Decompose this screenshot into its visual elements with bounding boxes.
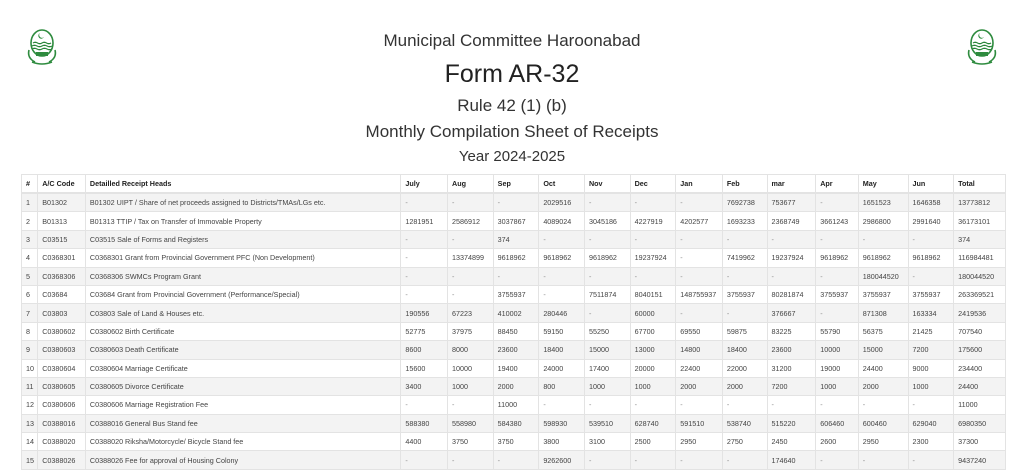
total-cell: 175600 xyxy=(954,341,1006,359)
row-number: 15 xyxy=(22,451,38,469)
month-cell: 22400 xyxy=(676,359,723,377)
month-cell: 591510 xyxy=(676,414,723,432)
column-header: Feb xyxy=(722,175,767,194)
month-cell: - xyxy=(676,249,723,267)
month-cell: - xyxy=(676,304,723,322)
month-cell: 584380 xyxy=(493,414,539,432)
form-number: Form AR-32 xyxy=(444,60,580,88)
month-cell: 629040 xyxy=(908,414,954,432)
month-cell: - xyxy=(722,230,767,248)
column-header: mar xyxy=(767,175,816,194)
month-cell: 2000 xyxy=(722,377,767,395)
month-cell: - xyxy=(630,396,676,414)
month-cell: 1646358 xyxy=(908,193,954,212)
month-cell: 4227919 xyxy=(630,212,676,230)
month-cell: 376667 xyxy=(767,304,816,322)
month-cell: 1000 xyxy=(584,377,630,395)
month-cell: 2750 xyxy=(722,433,767,451)
month-cell: 59150 xyxy=(539,322,585,340)
month-cell: - xyxy=(401,267,448,285)
month-cell: 56375 xyxy=(858,322,908,340)
month-cell: - xyxy=(722,304,767,322)
month-cell: - xyxy=(539,267,585,285)
account-code: C0368306 xyxy=(38,267,86,285)
month-cell: 174640 xyxy=(767,451,816,469)
month-cell: 2600 xyxy=(816,433,859,451)
month-cell: 3750 xyxy=(448,433,494,451)
month-cell: - xyxy=(493,451,539,469)
month-cell: 9618962 xyxy=(858,249,908,267)
month-cell: - xyxy=(584,267,630,285)
month-cell: 18400 xyxy=(722,341,767,359)
account-code: C0388016 xyxy=(38,414,86,432)
total-cell: 24400 xyxy=(954,377,1006,395)
month-cell: - xyxy=(722,451,767,469)
month-cell: 374 xyxy=(493,230,539,248)
month-cell: 3755937 xyxy=(816,285,859,303)
month-cell: 2450 xyxy=(767,433,816,451)
month-cell: - xyxy=(676,451,723,469)
month-cell: 2586912 xyxy=(448,212,494,230)
month-cell: - xyxy=(908,230,954,248)
column-header: Detailled Receipt Heads xyxy=(85,175,400,194)
month-cell: - xyxy=(858,396,908,414)
receipt-head: B01313 TTIP / Tax on Transfer of Immovable Property xyxy=(85,212,400,230)
month-cell: - xyxy=(539,396,585,414)
month-cell: 600460 xyxy=(858,414,908,432)
month-cell: 606460 xyxy=(816,414,859,432)
month-cell: 8600 xyxy=(401,341,448,359)
month-cell: - xyxy=(816,267,859,285)
month-cell: 588380 xyxy=(401,414,448,432)
month-cell: 2950 xyxy=(858,433,908,451)
month-cell: 14800 xyxy=(676,341,723,359)
month-cell: - xyxy=(630,230,676,248)
column-header: Oct xyxy=(539,175,585,194)
month-cell: - xyxy=(630,267,676,285)
month-cell: 280446 xyxy=(539,304,585,322)
month-cell: - xyxy=(858,451,908,469)
month-cell: - xyxy=(401,451,448,469)
month-cell: 15600 xyxy=(401,359,448,377)
account-code: C0380602 xyxy=(38,322,86,340)
month-cell: 410002 xyxy=(493,304,539,322)
table-row xyxy=(22,322,1006,340)
month-cell: 23600 xyxy=(767,341,816,359)
account-code: C0380604 xyxy=(38,359,86,377)
account-code: B01302 xyxy=(38,193,86,212)
table-row xyxy=(22,433,1006,451)
month-cell: 3755937 xyxy=(722,285,767,303)
month-cell: - xyxy=(816,304,859,322)
month-cell: 13374899 xyxy=(448,249,494,267)
receipt-head: C0380603 Death Certificate xyxy=(85,341,400,359)
rule-reference: Rule 42 (1) (b) xyxy=(457,96,567,115)
month-cell: 8040151 xyxy=(630,285,676,303)
month-cell: 3755937 xyxy=(493,285,539,303)
receipts-table xyxy=(21,174,1006,470)
account-code: C0368301 xyxy=(38,249,86,267)
total-cell: 234400 xyxy=(954,359,1006,377)
month-cell: 67700 xyxy=(630,322,676,340)
month-cell: - xyxy=(401,230,448,248)
month-cell: 1000 xyxy=(816,377,859,395)
month-cell: - xyxy=(493,267,539,285)
month-cell: 10000 xyxy=(816,341,859,359)
row-number: 10 xyxy=(22,359,38,377)
month-cell: 2000 xyxy=(493,377,539,395)
month-cell: 871308 xyxy=(858,304,908,322)
month-cell: 60000 xyxy=(630,304,676,322)
month-cell: 628740 xyxy=(630,414,676,432)
receipt-head: C0368301 Grant from Provincial Government PFC (Non Development) xyxy=(85,249,400,267)
month-cell: 7511874 xyxy=(584,285,630,303)
row-number: 1 xyxy=(22,193,38,212)
table-row xyxy=(22,267,1006,285)
total-cell: 13773812 xyxy=(954,193,1006,212)
month-cell: - xyxy=(767,396,816,414)
month-cell: - xyxy=(448,285,494,303)
month-cell: 558980 xyxy=(448,414,494,432)
month-cell: - xyxy=(858,230,908,248)
month-cell: 9618962 xyxy=(539,249,585,267)
month-cell: - xyxy=(448,267,494,285)
month-cell: 20000 xyxy=(630,359,676,377)
total-cell: 11000 xyxy=(954,396,1006,414)
month-cell: 17400 xyxy=(584,359,630,377)
month-cell: - xyxy=(816,193,859,212)
month-cell: 163334 xyxy=(908,304,954,322)
month-cell: 3750 xyxy=(493,433,539,451)
month-cell: 7419962 xyxy=(722,249,767,267)
total-cell: 180044520 xyxy=(954,267,1006,285)
month-cell: 4202577 xyxy=(676,212,723,230)
month-cell: 3037867 xyxy=(493,212,539,230)
month-cell: 7692738 xyxy=(722,193,767,212)
month-cell: 10000 xyxy=(448,359,494,377)
table-row xyxy=(22,414,1006,432)
table-row xyxy=(22,377,1006,395)
month-cell: 2986800 xyxy=(858,212,908,230)
month-cell: 2368749 xyxy=(767,212,816,230)
month-cell: 7200 xyxy=(908,341,954,359)
receipt-head: C0380605 Divorce Certificate xyxy=(85,377,400,395)
account-code: C0388020 xyxy=(38,433,86,451)
month-cell: 21425 xyxy=(908,322,954,340)
month-cell: - xyxy=(722,267,767,285)
month-cell: 59875 xyxy=(722,322,767,340)
month-cell: - xyxy=(401,396,448,414)
month-cell: 18400 xyxy=(539,341,585,359)
month-cell: 1693233 xyxy=(722,212,767,230)
month-cell: - xyxy=(584,451,630,469)
month-cell: - xyxy=(493,193,539,212)
month-cell: - xyxy=(676,193,723,212)
receipt-head: C03803 Sale of Land & Houses etc. xyxy=(85,304,400,322)
month-cell: - xyxy=(539,230,585,248)
total-cell: 116984481 xyxy=(954,249,1006,267)
month-cell: 15000 xyxy=(584,341,630,359)
row-number: 8 xyxy=(22,322,38,340)
column-header: Total xyxy=(954,175,1006,194)
receipt-head: C0380606 Marriage Registration Fee xyxy=(85,396,400,414)
month-cell: 3045186 xyxy=(584,212,630,230)
month-cell: - xyxy=(722,396,767,414)
row-number: 7 xyxy=(22,304,38,322)
month-cell: 2991640 xyxy=(908,212,954,230)
receipt-head: C03684 Grant from Provincial Government (Performance/Special) xyxy=(85,285,400,303)
month-cell: 9262600 xyxy=(539,451,585,469)
fiscal-year: Year 2024-2025 xyxy=(458,148,566,165)
month-cell: 15000 xyxy=(858,341,908,359)
account-code: C03803 xyxy=(38,304,86,322)
month-cell: 3755937 xyxy=(858,285,908,303)
month-cell: 3661243 xyxy=(816,212,859,230)
receipt-head: B01302 UIPT / Share of net proceeds assigned to Districts/TMAs/LGs etc. xyxy=(85,193,400,212)
month-cell: 19237924 xyxy=(767,249,816,267)
month-cell: 2500 xyxy=(630,433,676,451)
column-header: May xyxy=(858,175,908,194)
row-number: 4 xyxy=(22,249,38,267)
column-header: Dec xyxy=(630,175,676,194)
row-number: 13 xyxy=(22,414,38,432)
table-row xyxy=(22,359,1006,377)
month-cell: - xyxy=(448,230,494,248)
month-cell: 148755937 xyxy=(676,285,723,303)
month-cell: - xyxy=(401,249,448,267)
account-code: C03515 xyxy=(38,230,86,248)
total-cell: 6980350 xyxy=(954,414,1006,432)
month-cell: 24400 xyxy=(858,359,908,377)
month-cell: 3800 xyxy=(539,433,585,451)
receipt-head: C0380604 Marriage Certificate xyxy=(85,359,400,377)
month-cell: 180044520 xyxy=(858,267,908,285)
month-cell: 19400 xyxy=(493,359,539,377)
account-code: C0380605 xyxy=(38,377,86,395)
column-header: Apr xyxy=(816,175,859,194)
month-cell: 31200 xyxy=(767,359,816,377)
report-title: Monthly Compilation Sheet of Receipts xyxy=(365,122,659,141)
month-cell: - xyxy=(816,230,859,248)
month-cell: 13000 xyxy=(630,341,676,359)
month-cell: 3100 xyxy=(584,433,630,451)
month-cell: - xyxy=(401,285,448,303)
row-number: 3 xyxy=(22,230,38,248)
month-cell: 9000 xyxy=(908,359,954,377)
month-cell: 52775 xyxy=(401,322,448,340)
total-cell: 37300 xyxy=(954,433,1006,451)
month-cell: 598930 xyxy=(539,414,585,432)
month-cell: - xyxy=(448,451,494,469)
column-header: A/C Code xyxy=(38,175,86,194)
month-cell: 1651523 xyxy=(858,193,908,212)
month-cell: - xyxy=(448,396,494,414)
month-cell: 3400 xyxy=(401,377,448,395)
organization-name: Municipal Committee Haroonabad xyxy=(383,31,641,50)
month-cell: - xyxy=(630,193,676,212)
month-cell: 9618962 xyxy=(493,249,539,267)
month-cell: 9618962 xyxy=(816,249,859,267)
month-cell: 539510 xyxy=(584,414,630,432)
month-cell: - xyxy=(676,396,723,414)
month-cell: - xyxy=(908,451,954,469)
column-header: Sep xyxy=(493,175,539,194)
receipt-head: C0380602 Birth Certificate xyxy=(85,322,400,340)
table-row xyxy=(22,193,1006,212)
receipt-head: C0388026 Fee for approval of Housing Colony xyxy=(85,451,400,469)
column-header: Jun xyxy=(908,175,954,194)
month-cell: - xyxy=(448,193,494,212)
month-cell: 55790 xyxy=(816,322,859,340)
receipt-head: C0388016 General Bus Stand fee xyxy=(85,414,400,432)
month-cell: 515220 xyxy=(767,414,816,432)
total-cell: 263369521 xyxy=(954,285,1006,303)
month-cell: 2029516 xyxy=(539,193,585,212)
column-header: Jan xyxy=(676,175,723,194)
row-number: 14 xyxy=(22,433,38,451)
month-cell: - xyxy=(816,396,859,414)
month-cell: - xyxy=(908,396,954,414)
month-cell: 2950 xyxy=(676,433,723,451)
month-cell: 9618962 xyxy=(908,249,954,267)
month-cell: - xyxy=(908,267,954,285)
month-cell: 69550 xyxy=(676,322,723,340)
month-cell: 7200 xyxy=(767,377,816,395)
month-cell: 22000 xyxy=(722,359,767,377)
account-code: C0380606 xyxy=(38,396,86,414)
month-cell: 37975 xyxy=(448,322,494,340)
month-cell: - xyxy=(539,285,585,303)
row-number: 5 xyxy=(22,267,38,285)
month-cell: 538740 xyxy=(722,414,767,432)
month-cell: 1000 xyxy=(908,377,954,395)
month-cell: 1281951 xyxy=(401,212,448,230)
month-cell: - xyxy=(584,396,630,414)
row-number: 11 xyxy=(22,377,38,395)
receipt-head: C03515 Sale of Forms and Registers xyxy=(85,230,400,248)
month-cell: 190556 xyxy=(401,304,448,322)
month-cell: 3755937 xyxy=(908,285,954,303)
month-cell: 9618962 xyxy=(584,249,630,267)
row-number: 12 xyxy=(22,396,38,414)
total-cell: 374 xyxy=(954,230,1006,248)
month-cell: 1000 xyxy=(630,377,676,395)
table-header-row xyxy=(22,175,1006,194)
total-cell: 9437240 xyxy=(954,451,1006,469)
month-cell: 1000 xyxy=(448,377,494,395)
month-cell: 8000 xyxy=(448,341,494,359)
row-number: 6 xyxy=(22,285,38,303)
account-code: B01313 xyxy=(38,212,86,230)
table-row xyxy=(22,285,1006,303)
table-row xyxy=(22,451,1006,469)
month-cell: 753677 xyxy=(767,193,816,212)
month-cell: - xyxy=(630,451,676,469)
month-cell: 4089024 xyxy=(539,212,585,230)
month-cell: 11000 xyxy=(493,396,539,414)
month-cell: - xyxy=(584,193,630,212)
account-code: C03684 xyxy=(38,285,86,303)
receipt-head: C0368306 SWMCs Program Grant xyxy=(85,267,400,285)
month-cell: - xyxy=(676,267,723,285)
month-cell: 19000 xyxy=(816,359,859,377)
column-header: # xyxy=(22,175,38,194)
month-cell: - xyxy=(816,451,859,469)
table-row xyxy=(22,341,1006,359)
account-code: C0380603 xyxy=(38,341,86,359)
table-row xyxy=(22,212,1006,230)
month-cell: - xyxy=(767,230,816,248)
month-cell: - xyxy=(676,230,723,248)
account-code: C0388026 xyxy=(38,451,86,469)
month-cell: 19237924 xyxy=(630,249,676,267)
month-cell: 2300 xyxy=(908,433,954,451)
table-row xyxy=(22,230,1006,248)
column-header: Nov xyxy=(584,175,630,194)
column-header: July xyxy=(401,175,448,194)
month-cell: - xyxy=(401,193,448,212)
month-cell: 4400 xyxy=(401,433,448,451)
month-cell: 67223 xyxy=(448,304,494,322)
month-cell: - xyxy=(767,267,816,285)
receipt-head: C0388020 Riksha/Motorcycle/ Bicycle Stand fee xyxy=(85,433,400,451)
table-row xyxy=(22,396,1006,414)
total-cell: 36173101 xyxy=(954,212,1006,230)
month-cell: 2000 xyxy=(676,377,723,395)
row-number: 2 xyxy=(22,212,38,230)
month-cell: 800 xyxy=(539,377,585,395)
month-cell: - xyxy=(584,230,630,248)
total-cell: 2419536 xyxy=(954,304,1006,322)
month-cell: 83225 xyxy=(767,322,816,340)
column-header: Aug xyxy=(448,175,494,194)
row-number: 9 xyxy=(22,341,38,359)
table-row xyxy=(22,304,1006,322)
total-cell: 707540 xyxy=(954,322,1006,340)
month-cell: 2000 xyxy=(858,377,908,395)
month-cell: 23600 xyxy=(493,341,539,359)
month-cell: 55250 xyxy=(584,322,630,340)
month-cell: 88450 xyxy=(493,322,539,340)
table-row xyxy=(22,249,1006,267)
month-cell: 80281874 xyxy=(767,285,816,303)
month-cell: 24000 xyxy=(539,359,585,377)
month-cell: - xyxy=(584,304,630,322)
